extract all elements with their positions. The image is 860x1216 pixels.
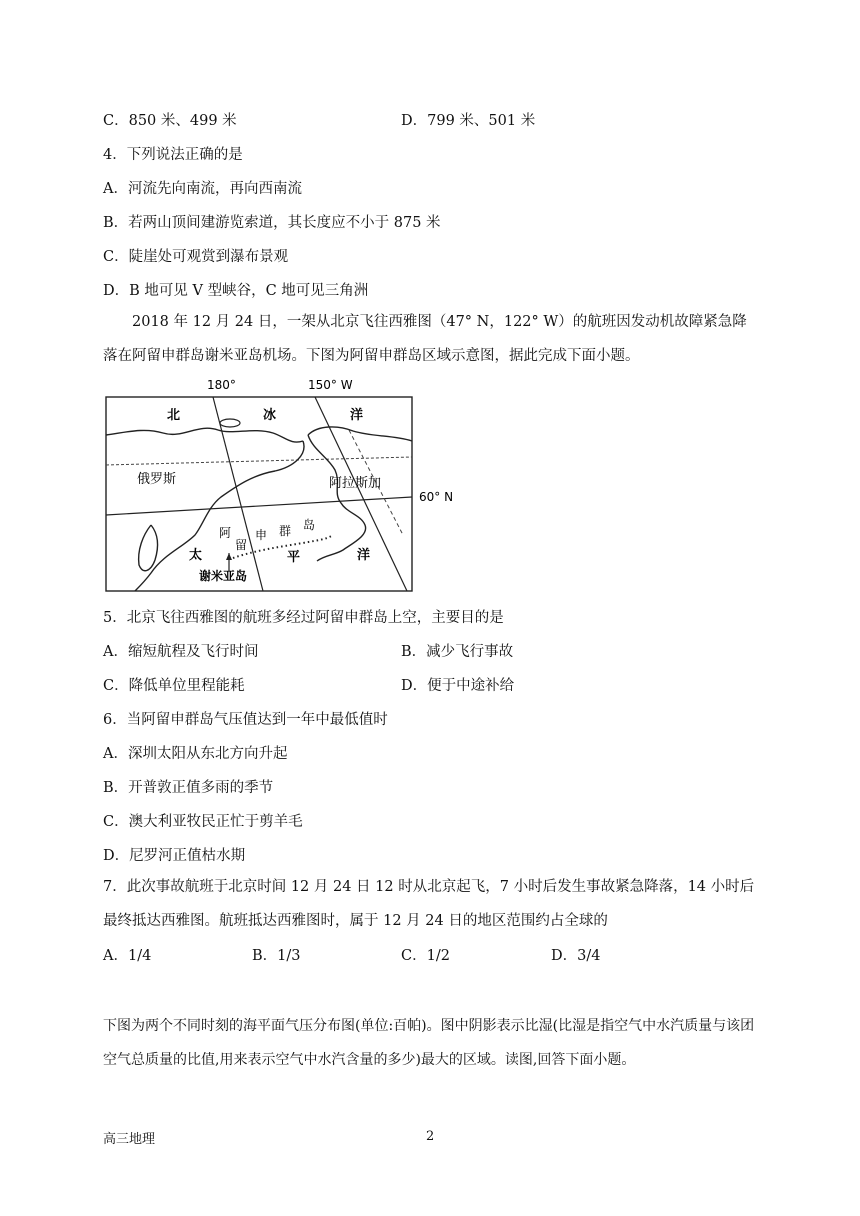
q4-option-a: A．河流先向南流，再向西南流 — [103, 181, 302, 197]
label-alasijia: 阿拉斯加 — [329, 476, 382, 491]
q4-option-c: C．陡崖处可观赏到瀑布景观 — [103, 249, 289, 265]
label-dao: 岛 — [303, 518, 316, 532]
intro-paragraph: 2018 年 12 月 24 日，一架从北京飞往西雅图（47° N，122° W）的航班因发动机故障紧急降落在阿留申群岛谢米亚岛机场。下图为阿留申群岛区域示意图，据此完成下面小题。 — [103, 314, 747, 364]
label-tai: 太 — [189, 548, 203, 563]
label-liu: 留 — [235, 538, 248, 552]
label-xiemiya: 谢米亚岛 — [199, 569, 248, 583]
q6-option-c: C．澳大利亚牧民正忙于剪羊毛 — [103, 814, 303, 830]
wrangel-island — [220, 419, 240, 427]
label-bing: 冰 — [263, 408, 277, 423]
q3-option-d: D．799 米、501 米 — [401, 113, 536, 129]
q5-option-c: C．降低单位里程能耗 — [103, 678, 245, 694]
q4-option-b: B．若两山顶间建游览索道，其长度应不小于 875 米 — [103, 215, 441, 231]
q5-stem: 5．北京飞往西雅图的航班多经过阿留申群岛上空，主要目的是 — [103, 610, 504, 626]
q3-option-c: C．850 米、499 米 — [103, 113, 237, 129]
q7-option-a: A．1/4 — [103, 948, 152, 964]
q5-option-a: A．缩短航程及飞行时间 — [103, 644, 259, 660]
q5-option-b: B．减少飞行事故 — [401, 644, 514, 660]
label-a: 阿 — [219, 526, 232, 540]
aleutian-map — [103, 375, 473, 595]
label-yang-top: 洋 — [350, 408, 364, 423]
label-yang-bottom: 洋 — [357, 548, 371, 563]
label-qun: 群 — [279, 524, 292, 538]
q5-option-d: D．便于中途补给 — [401, 678, 515, 694]
label-150w: 150° W — [308, 378, 353, 392]
meridian-180 — [213, 397, 263, 591]
label-bei: 北 — [167, 408, 181, 423]
next-intro-paragraph: 下图为两个不同时刻的海平面气压分布图(单位:百帕)。图中阴影表示比湿(比湿是指空气中水汽质量与该团空气总质量的比值,用来表示空气中水汽含量的多少)最大的区域。读图,回答下面小题。 — [103, 1018, 755, 1068]
label-shen: 申 — [255, 528, 268, 542]
label-60n: 60° N — [419, 490, 454, 504]
q4-option-d: D．B 地可见 V 型峡谷，C 地可见三角洲 — [103, 283, 369, 299]
alaska-coast — [308, 427, 412, 561]
q4-stem: 4．下列说法正确的是 — [103, 147, 243, 163]
footer-subject: 高三地理 — [103, 1132, 156, 1147]
label-ping: 平 — [287, 550, 301, 565]
q6-option-b: B．开普敦正值多雨的季节 — [103, 780, 274, 796]
q7-option-d: D．3/4 — [551, 948, 601, 964]
q6-option-d: D．尼罗河正值枯水期 — [103, 848, 246, 864]
kamchatka — [139, 525, 158, 571]
q6-stem: 6．当阿留申群岛气压值达到一年中最低值时 — [103, 712, 388, 728]
q7-option-b: B．1/3 — [252, 948, 301, 964]
shemya-arrowhead — [226, 553, 232, 560]
q7-stem: 7．此次事故航班于北京时间 12 月 24 日 12 时从北京起飞，7 小时后发生事故紧急降落，14 小时后最终抵达西雅图。航班抵达西雅图时，属于 12 月 24 日的地区范围约占全球的 — [103, 879, 755, 929]
label-eluosi: 俄罗斯 — [137, 472, 177, 487]
aleutian-chain — [233, 535, 333, 558]
q7-option-c: C．1/2 — [401, 948, 450, 964]
q6-option-a: A．深圳太阳从东北方向升起 — [103, 746, 288, 762]
page-number: 2 — [426, 1129, 435, 1144]
russia-north-coast — [106, 428, 303, 442]
label-180: 180° — [207, 378, 236, 392]
